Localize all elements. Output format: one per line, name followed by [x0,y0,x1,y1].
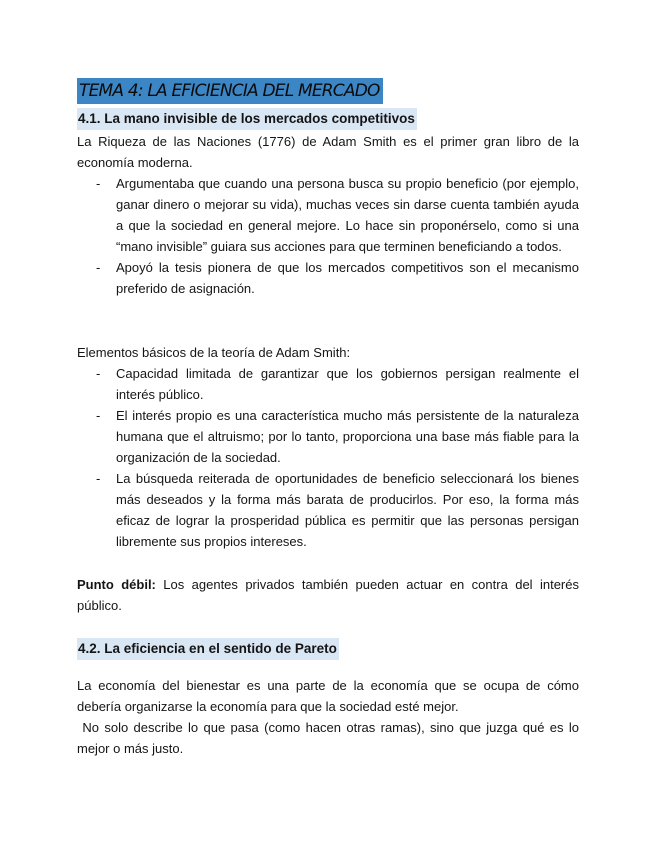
weak-point-text: Los agentes privados también pueden actuar en contra del interés público. [77,577,579,613]
intro-paragraph: La Riqueza de las Naciones (1776) de Adam Smith es el primer gran libro de la economía moderna. [77,134,579,170]
section-heading-4-2: 4.2. La eficiencia en el sentido de Pareto [77,638,339,660]
welfare-economics-paragraph: La economía del bienestar es una parte de la economía que se ocupa de cómo debería organizarse la economía para que la sociedad esté mejor. [77,678,579,714]
list-item [77,405,579,468]
list-item-text: Apoyó la tesis pionera de que los mercados competitivos son el mecanismo preferido de asignación. [116,260,579,296]
list-marker: - [96,408,101,423]
list-item-text: La búsqueda reiterada de oportunidades de beneficio seleccionará los bienes más deseados y la forma más barata de producirlos. Por eso, la forma más eficaz de lograr la prosperidad pública es permitir que las personas persigan libremente sus propios intereses. [116,471,579,549]
list-item [77,468,579,552]
weak-point-paragraph [77,574,579,616]
list-item [77,257,579,299]
list-marker: - [96,471,101,486]
list-item [77,173,579,257]
list-item-text: El interés propio es una característica mucho más persistente de la naturaleza humana que el altruismo; por lo tanto, proporciona una base más fiable para la organización de la sociedad. [116,408,579,465]
document-title: TEMA 4: LA EFICIENCIA DEL MERCADO [77,78,383,104]
list-item [77,363,579,405]
list-item-text: Capacidad limitada de garantizar que los gobiernos persigan realmente el interés público. [116,366,579,402]
section-heading-4-1: 4.1. La mano invisible de los mercados competitivos [77,108,417,130]
elements-intro: Elementos básicos de la teoría de Adam Smith: [77,345,351,360]
list-marker: - [96,176,101,191]
list-marker: - [96,366,101,381]
weak-point-label: Punto débil: [77,577,156,592]
elements-bullet-list [77,363,579,552]
welfare-economics-paragraph-2: No solo describe lo que pasa (como hacen otras ramas), sino que juzga qué es lo mejor o más justo. [77,720,583,756]
adam-smith-bullet-list [77,173,579,299]
list-item-text: Argumentaba que cuando una persona busca su propio beneficio (por ejemplo, ganar dinero o mejorar su vida), muchas veces sin darse cuenta también ayuda a que la sociedad en general mejore. Lo hace sin proponérselo, como si una “mano invisible” guiara sus acciones para que terminen beneficiando a todos. [116,176,579,254]
list-marker: - [96,260,101,275]
